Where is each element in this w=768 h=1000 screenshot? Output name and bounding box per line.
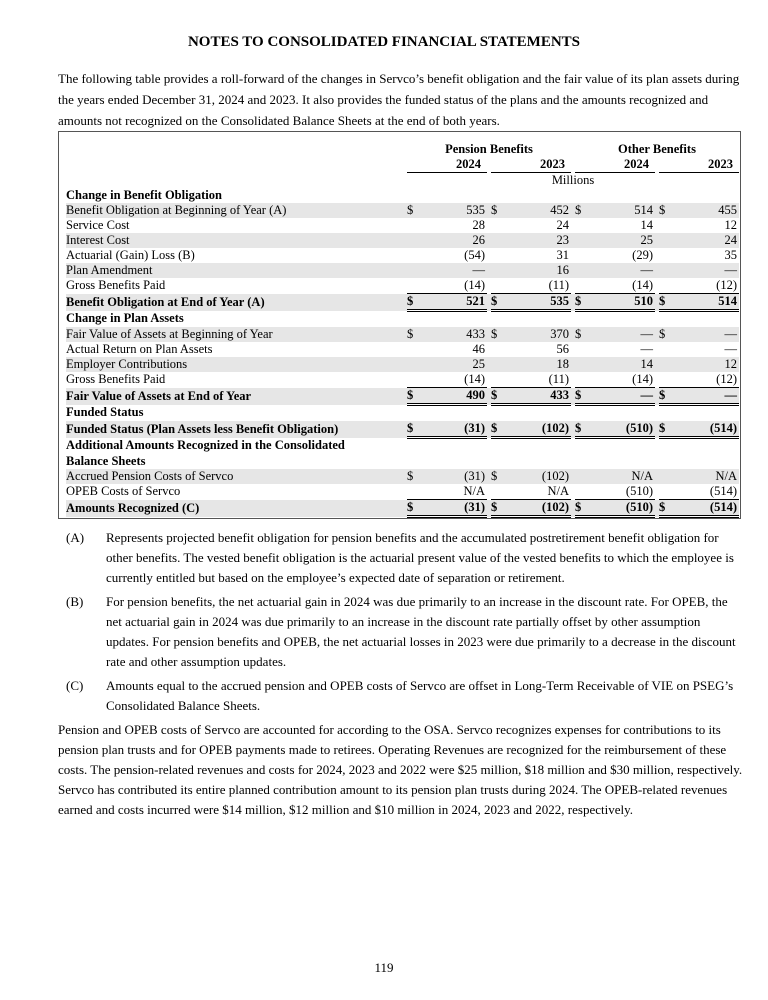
value-cell: 16 — [505, 263, 571, 278]
currency-symbol — [407, 372, 421, 388]
value-cell: (54) — [464, 248, 485, 262]
value-cell: 12 — [724, 218, 737, 232]
value-cell: 370 — [505, 327, 571, 342]
section-header-row — [66, 188, 739, 203]
currency-symbol: $ — [407, 327, 421, 342]
currency-symbol — [491, 372, 505, 388]
currency-symbol — [575, 357, 589, 372]
row-label: Funded Status (Plan Assets less Benefit Obligation) — [66, 421, 407, 438]
value-cell: 514 — [589, 203, 655, 218]
footnote-key: (C) — [66, 678, 84, 693]
value-cell: N/A — [505, 484, 571, 500]
row-label: Benefit Obligation at End of Year (A) — [66, 294, 407, 311]
currency-symbol — [659, 263, 673, 278]
value-cell: (514) — [673, 421, 739, 438]
table-row — [66, 248, 739, 263]
value-cell: (510) — [589, 421, 655, 438]
currency-symbol: $ — [491, 469, 505, 484]
row-label: Change in Benefit Obligation — [66, 188, 222, 202]
value-cell: — — [724, 342, 737, 356]
currency-symbol: $ — [575, 327, 589, 342]
currency-symbol: $ — [407, 421, 421, 438]
value-cell: 455 — [673, 203, 739, 218]
table-row — [66, 500, 739, 517]
value-cell: N/A — [421, 484, 487, 500]
value-cell: (510) — [589, 500, 655, 517]
value-cell: — — [589, 263, 655, 278]
value-cell: (12) — [673, 278, 739, 294]
value-cell: (31) — [421, 469, 487, 484]
value-cell: (102) — [505, 421, 571, 438]
currency-symbol — [491, 342, 505, 357]
value-cell: (12) — [673, 372, 739, 388]
currency-symbol — [407, 218, 421, 233]
value-cell: (14) — [421, 372, 487, 388]
value-cell: (102) — [505, 500, 571, 517]
currency-symbol: $ — [575, 203, 589, 218]
footnote — [66, 676, 736, 716]
year-header: 2023 — [491, 157, 571, 173]
page-title: NOTES TO CONSOLIDATED FINANCIAL STATEMENTS — [187, 34, 581, 50]
value-cell: 490 — [421, 388, 487, 405]
value-cell: 535 — [505, 294, 571, 311]
value-cell: 25 — [589, 233, 655, 248]
table-row — [66, 484, 739, 500]
row-label: Fair Value of Assets at Beginning of Year — [66, 327, 407, 342]
value-cell: 46 — [472, 342, 485, 356]
value-cell: (29) — [632, 248, 653, 262]
currency-symbol: $ — [491, 421, 505, 438]
intro-paragraph: The following table provides a roll-forward of the changes in Servco’s benefit obligation and the fair value of its plan assets during the years ended December 31, 2024 and 2023. It also provides the funded status of the plans and the amounts recognized and amounts not recognized on the Consolidated Balance Sheets at the end of both years. — [58, 71, 740, 128]
year-header: 2024 — [575, 157, 655, 173]
value-cell: — — [673, 327, 739, 342]
value-cell: N/A — [589, 469, 655, 484]
row-label: Plan Amendment — [66, 263, 407, 278]
row-label: Balance Sheets — [66, 454, 146, 468]
group-header-other: Other Benefits — [618, 142, 696, 156]
currency-symbol — [659, 357, 673, 372]
footnote — [66, 528, 736, 588]
row-label: Amounts Recognized (C) — [66, 500, 407, 517]
section-header-row — [66, 311, 739, 328]
currency-symbol: $ — [491, 294, 505, 311]
value-cell: 452 — [505, 203, 571, 218]
currency-symbol — [659, 248, 673, 263]
value-cell: — — [673, 263, 739, 278]
value-cell: — — [673, 388, 739, 405]
currency-symbol — [575, 372, 589, 388]
table-row — [66, 327, 739, 342]
value-cell: 24 — [673, 233, 739, 248]
value-cell: (11) — [505, 278, 571, 294]
row-label: Gross Benefits Paid — [66, 372, 166, 387]
table-row — [66, 294, 739, 311]
currency-symbol — [491, 484, 505, 500]
table-row — [66, 218, 739, 233]
currency-symbol: $ — [491, 388, 505, 405]
value-cell: 535 — [421, 203, 487, 218]
currency-symbol: $ — [575, 388, 589, 405]
currency-symbol: $ — [407, 203, 421, 218]
value-cell: — — [640, 342, 653, 356]
value-cell: 24 — [556, 218, 569, 232]
currency-symbol — [659, 233, 673, 248]
currency-symbol — [491, 248, 505, 263]
value-cell: 28 — [472, 218, 485, 232]
currency-symbol: $ — [491, 203, 505, 218]
currency-symbol — [491, 357, 505, 372]
currency-symbol: $ — [659, 294, 673, 311]
currency-symbol — [659, 469, 673, 484]
footnote-text: For pension benefits, the net actuarial gain in 2024 was due primarily to an increase in the discount rate. For OPEB, the net actuarial gain in 2024 was due primarily to an increase in the discount rate partially offset by other assumption updates. For pension benefits and OPEB, the net actuarial losses in 2023 were due primarily to a decrease in the discount rate and other assumption updates. — [106, 594, 736, 669]
value-cell: (510) — [589, 484, 655, 500]
value-cell: 31 — [556, 248, 569, 262]
value-cell: (31) — [421, 500, 487, 517]
units-label: Millions — [551, 173, 595, 187]
currency-symbol: $ — [575, 294, 589, 311]
currency-symbol — [407, 357, 421, 372]
value-cell: (14) — [589, 278, 655, 294]
currency-symbol — [407, 263, 421, 278]
footnote-text: Represents projected benefit obligation for pension benefits and the accumulated postretirement benefit obligation for other benefits. The vested benefit obligation is the actuarial present value of the vested benefits to which the employee is currently entitled but based on the employee’s expected date of separation or retirement. — [106, 530, 734, 585]
currency-symbol — [575, 469, 589, 484]
value-cell: (514) — [673, 484, 739, 500]
year-header: 2023 — [659, 157, 739, 173]
row-label: Interest Cost — [66, 233, 407, 248]
section-header-row — [66, 405, 739, 422]
row-label: Gross Benefits Paid — [66, 278, 166, 293]
currency-symbol — [659, 218, 673, 233]
currency-symbol — [575, 342, 589, 357]
currency-symbol: $ — [407, 388, 421, 405]
currency-symbol — [575, 484, 589, 500]
value-cell: (514) — [673, 500, 739, 517]
value-cell: 14 — [640, 218, 653, 232]
section-header-row — [66, 438, 739, 455]
value-cell: 35 — [724, 248, 737, 262]
value-cell: N/A — [673, 469, 739, 484]
closing-paragraph: Pension and OPEB costs of Servco are accounted for according to the OSA. Servco recognizes expenses for contributions to its pension plan trusts and for OPEB payments made to retirees. Operating Revenues are recognized for the reimbursement of these costs. The pension-related revenues and costs for 2024, 2023 and 2022 were $25 million, $18 million and $30 million, respectively. Servco has contributed its entire planned contribution amount to its pension plan trusts during 2024. The OPEB-related revenues earned and costs incurred were $14 million, $12 million and $10 million in 2024, 2023 and 2022, respectively. — [58, 722, 743, 817]
value-cell: — — [421, 263, 487, 278]
value-cell: 23 — [505, 233, 571, 248]
currency-symbol: $ — [491, 327, 505, 342]
value-cell: 514 — [673, 294, 739, 311]
currency-symbol — [491, 263, 505, 278]
row-label: Additional Amounts Recognized in the Consolidated — [66, 438, 345, 453]
footnote — [66, 592, 736, 672]
currency-symbol: $ — [407, 294, 421, 311]
table-row — [66, 469, 739, 484]
currency-symbol — [575, 263, 589, 278]
table-row — [66, 278, 739, 294]
value-cell: 510 — [589, 294, 655, 311]
row-label: Benefit Obligation at Beginning of Year (A) — [66, 203, 407, 218]
currency-symbol — [407, 342, 421, 357]
row-label: Fair Value of Assets at End of Year — [66, 388, 407, 405]
value-cell: — — [589, 388, 655, 405]
currency-symbol — [659, 372, 673, 388]
row-label: Accrued Pension Costs of Servco — [66, 469, 407, 484]
row-label: Actual Return on Plan Assets — [66, 342, 213, 356]
currency-symbol: $ — [659, 203, 673, 218]
value-cell: — — [589, 327, 655, 342]
table-row — [66, 203, 739, 218]
currency-symbol — [407, 248, 421, 263]
row-label: Funded Status — [66, 405, 144, 420]
currency-symbol — [575, 248, 589, 263]
value-cell: 18 — [505, 357, 571, 372]
row-label: OPEB Costs of Servco — [66, 484, 181, 499]
row-label: Actuarial (Gain) Loss (B) — [66, 248, 195, 262]
currency-symbol — [575, 218, 589, 233]
footnote-key: (A) — [66, 530, 85, 545]
currency-symbol: $ — [659, 421, 673, 438]
currency-symbol: $ — [407, 500, 421, 517]
currency-symbol: $ — [659, 500, 673, 517]
currency-symbol — [575, 278, 589, 294]
value-cell: 433 — [505, 388, 571, 405]
table-row — [66, 357, 739, 372]
table-row — [66, 421, 739, 438]
currency-symbol: $ — [575, 421, 589, 438]
currency-symbol — [491, 218, 505, 233]
currency-symbol — [407, 233, 421, 248]
table-row — [66, 233, 739, 248]
year-header: 2024 — [407, 157, 487, 173]
page-number: 119 — [374, 960, 394, 975]
value-cell: 26 — [421, 233, 487, 248]
currency-symbol: $ — [659, 327, 673, 342]
currency-symbol — [659, 342, 673, 357]
table-row — [66, 342, 739, 357]
benefits-table — [66, 142, 739, 518]
table-row — [66, 372, 739, 388]
value-cell: 56 — [556, 342, 569, 356]
footnotes — [66, 528, 736, 716]
currency-symbol: $ — [491, 500, 505, 517]
table-row — [66, 388, 739, 405]
group-header-pension: Pension Benefits — [445, 142, 533, 156]
currency-symbol — [491, 278, 505, 294]
currency-symbol: $ — [575, 500, 589, 517]
value-cell: 433 — [421, 327, 487, 342]
section-header-row — [66, 454, 739, 469]
benefits-table-box — [58, 131, 741, 519]
value-cell: (102) — [505, 469, 571, 484]
currency-symbol: $ — [659, 388, 673, 405]
value-cell: (14) — [589, 372, 655, 388]
currency-symbol — [659, 484, 673, 500]
currency-symbol: $ — [407, 469, 421, 484]
value-cell: 521 — [421, 294, 487, 311]
row-label: Employer Contributions — [66, 357, 407, 372]
value-cell: (14) — [421, 278, 487, 294]
value-cell: (11) — [505, 372, 571, 388]
currency-symbol — [407, 278, 421, 294]
text-flow — [58, 528, 748, 820]
currency-symbol — [659, 278, 673, 294]
currency-symbol — [407, 484, 421, 500]
value-cell: 14 — [589, 357, 655, 372]
row-label: Change in Plan Assets — [66, 311, 184, 326]
footnote-text: Amounts equal to the accrued pension and OPEB costs of Servco are offset in Long-Term Receivable of VIE on PSEG’s Consolidated Balance Sheets. — [106, 678, 734, 713]
currency-symbol — [575, 233, 589, 248]
currency-symbol — [491, 233, 505, 248]
value-cell: (31) — [421, 421, 487, 438]
table-row — [66, 263, 739, 278]
value-cell: 25 — [421, 357, 487, 372]
footnote-key: (B) — [66, 594, 84, 609]
value-cell: 12 — [673, 357, 739, 372]
row-label: Service Cost — [66, 218, 130, 232]
